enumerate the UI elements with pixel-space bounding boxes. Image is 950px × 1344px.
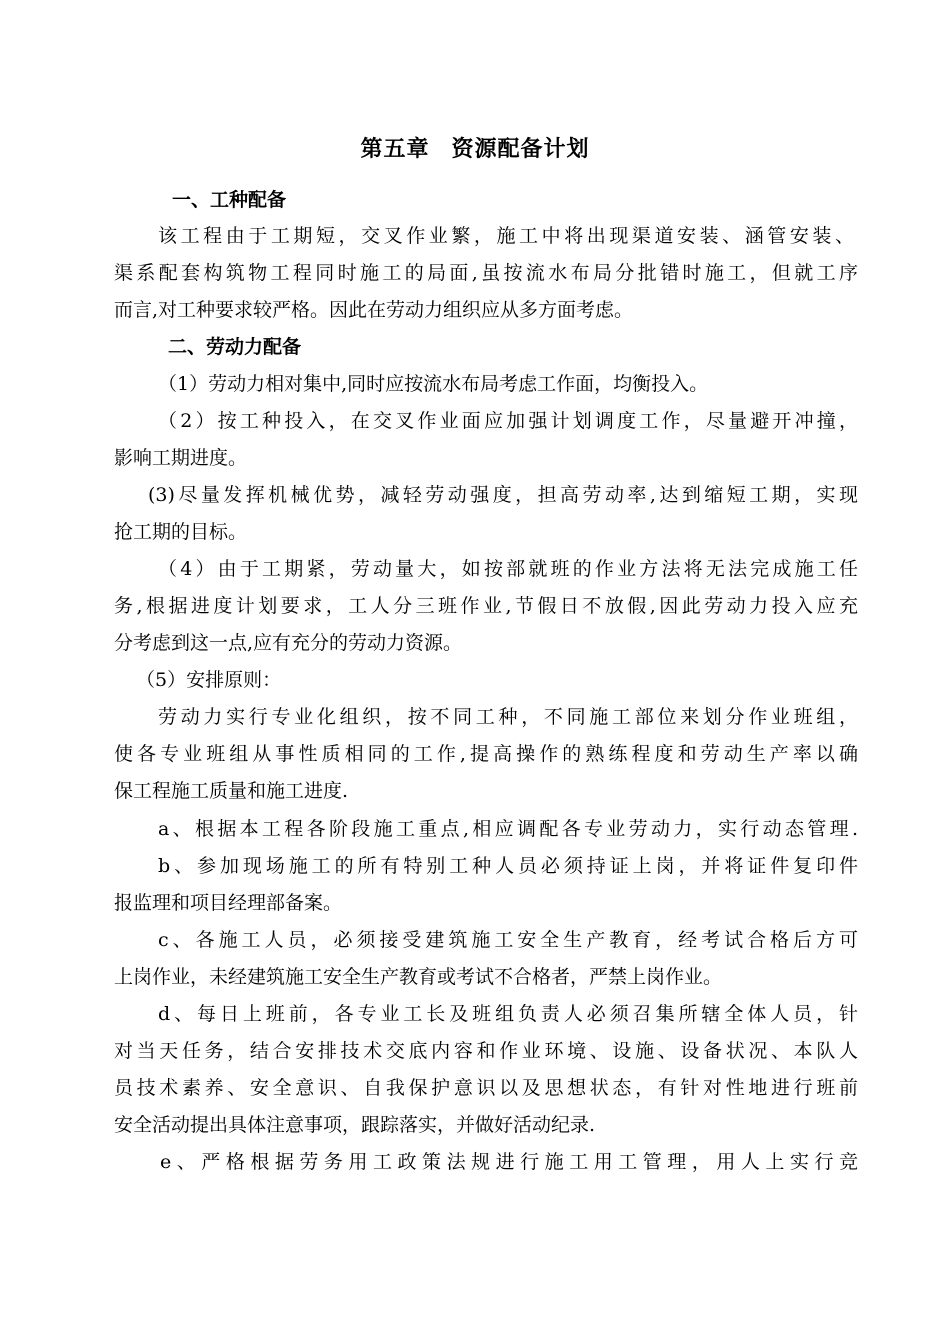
list-item-1: （1）劳动力相对集中,同时应按流水布局考虑工作面，均衡投入。 — [158, 373, 709, 395]
principle-d-cont: 员技术素养、安全意识、自我保护意识以及思想状态，有针对性地进行班前 — [114, 1077, 858, 1099]
list-item-3: (3)尽量发挥机械优势，减轻劳动强度，担高劳动率,达到缩短工期，实现 — [148, 484, 858, 506]
chapter-number: 第五章 — [360, 137, 430, 162]
section-heading-labor: 二、劳动力配备 — [168, 336, 302, 358]
principle-b: b、参加现场施工的所有特别工种人员必须持证上岗，并将证件复印件 — [158, 855, 858, 877]
principle-paragraph: 劳动力实行专业化组织，按不同工种，不同施工部位来划分作业班组， — [158, 706, 858, 728]
principle-a: a、根据本工程各阶段施工重点,相应调配各专业劳动力，实行动态管理. — [158, 818, 858, 840]
list-item-4-cont: 务,根据进度计划要求，工人分三班作业,节假日不放假,因此劳动力投入应充 — [114, 595, 858, 617]
list-item-3-cont: 抢工期的目标。 — [114, 521, 248, 543]
principle-c-cont: 上岗作业，未经建筑施工安全生产教育或考试不合格者，严禁上岗作业。 — [114, 966, 723, 988]
principle-d-cont: 安全活动提出具体注意事项，跟踪落实，并做好活动纪录. — [114, 1114, 596, 1136]
section-heading-trades: 一、工种配备 — [172, 189, 287, 211]
list-item-2-cont: 影响工期进度。 — [114, 447, 248, 469]
list-item-2: （2）按工种投入，在交叉作业面应加强计划调度工作，尽量避开冲撞， — [158, 410, 858, 432]
chapter-name: 资源配备计划 — [451, 137, 590, 162]
principle-paragraph: 使各专业班组从事性质相同的工作,提高操作的熟练程度和劳动生产率以确 — [114, 743, 858, 765]
paragraph-line: 渠系配套构筑物工程同时施工的局面,虽按流水布局分批错时施工，但就工序 — [114, 262, 858, 284]
paragraph-line: 而言,对工种要求较严格。因此在劳动力组织应从多方面考虑。 — [114, 299, 634, 321]
list-item-4: （4）由于工期紧，劳动量大，如按部就班的作业方法将无法完成施工任 — [158, 558, 858, 580]
chapter-title — [0, 132, 950, 168]
list-item-5: （5）安排原则： — [136, 669, 282, 691]
principle-e: e、严格根据劳务用工政策法规进行施工用工管理，用人上实行竞 — [160, 1151, 858, 1173]
principle-paragraph: 保工程施工质量和施工进度. — [114, 780, 349, 802]
principle-d-cont: 对当天任务，结合安排技术交底内容和作业环境、设施、设备状况、本队人 — [114, 1040, 858, 1062]
list-item-4-cont: 分考虑到这一点,应有充分的劳动力资源。 — [114, 632, 463, 654]
paragraph-line: 该工程由于工期短，交叉作业繁，施工中将出现渠道安装、涵管安装、 — [158, 225, 854, 247]
principle-b-cont: 报监理和项目经理部备案。 — [114, 892, 343, 914]
principle-d: d、每日上班前，各专业工长及班组负责人必须召集所辖全体人员，针 — [158, 1003, 858, 1025]
principle-c: c、各施工人员，必须接受建筑施工安全生产教育，经考试合格后方可 — [158, 929, 858, 951]
